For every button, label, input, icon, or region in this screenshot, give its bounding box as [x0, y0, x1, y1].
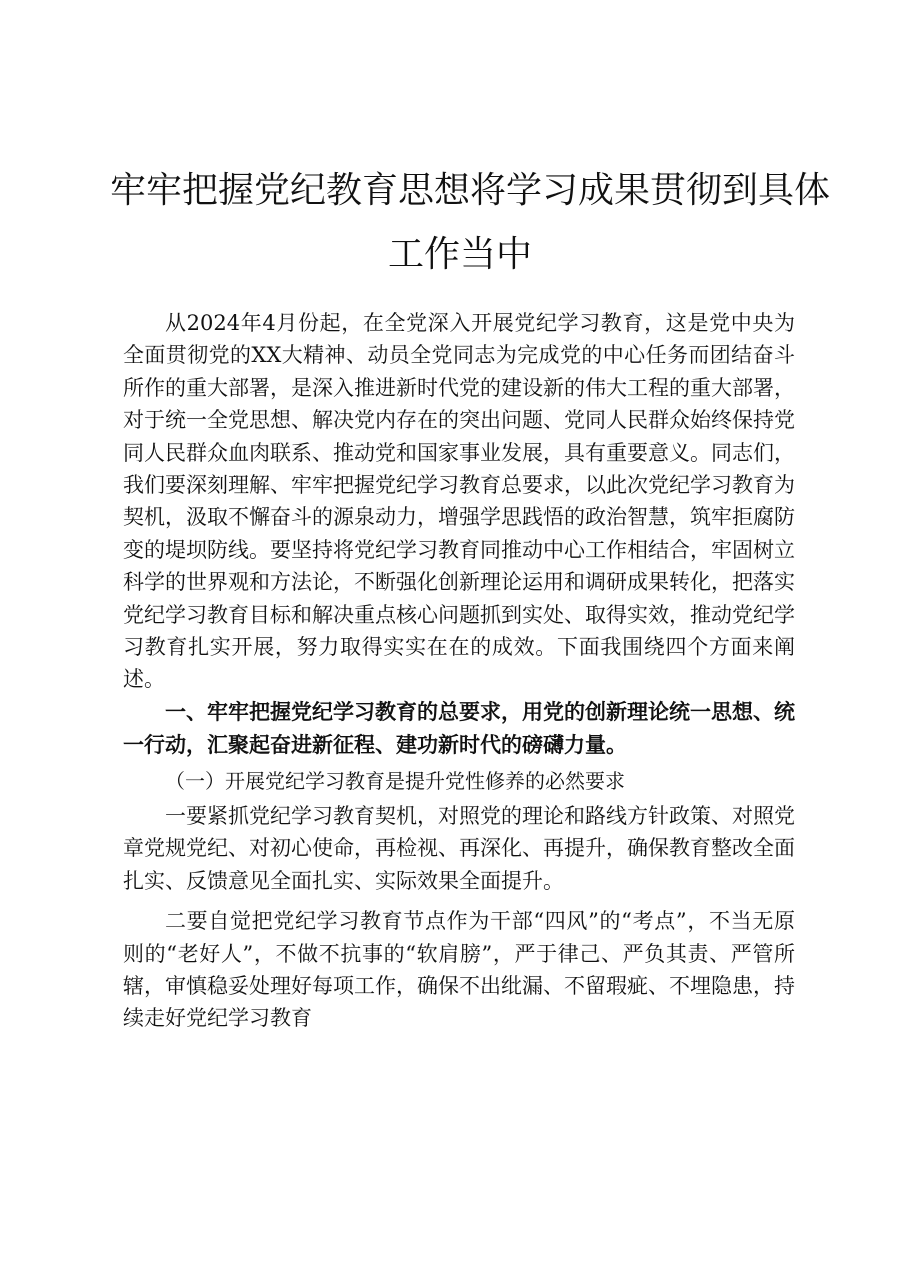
document-body — [123, 307, 795, 1035]
intro-paragraph: 从2024年4月份起，在全党深入开展党纪学习教育，这是党中央为全面贯彻党的XX大精神、动员全党同志为完成党的中心任务而团结奋斗所作的重大部署，是深入推进新时代党的建设新的伟大工程的重大部署，对于统一全党思想、解决党内存在的突出问题、党同人民群众始终保持党同人民群众血肉联系、推动党和国家事业发展，具有重要意义。同志们，我们要深刻理解、牢牢把握党纪学习教育总要求，以此次党纪学习教育为契机，汲取不懈奋斗的源泉动力，增强学思践悟的政治智慧，筑牢拒腐防变的堤坝防线。要坚持将党纪学习教育同推动中心工作相结合，牢固树立科学的世界观和方法论，不断强化创新理论运用和调研成果转化，把落实党纪学习教育目标和解决重点核心问题抓到实处、取得实效，推动党纪学习教育扎实开展，努力取得实实在在的成效。下面我围绕四个方面来阐述。 — [123, 311, 795, 692]
document-title-line-1: 牢牢把握党纪教育思想将学习成果贯彻到具体 — [110, 170, 831, 211]
subsection-heading-1: （一）开展党纪学习教育是提升党性修养的必然要求 — [165, 768, 625, 793]
body-paragraph-2: 一要紧抓党纪学习教育契机，对照党的理论和路线方针政策、对照党章党规党纪、对初心使命，再检视、再深化、再提升，确保教育整改全面扎实、反馈意见全面扎实、实际效果全面提升。 — [123, 803, 795, 893]
section-heading-1: 一、牢牢把握党纪学习教育的总要求，用党的创新理论统一思想、统一行动，汇聚起奋进新征程、建功新时代的磅礴力量。 — [123, 699, 795, 757]
body-paragraph-3: 二要自觉把党纪学习教育节点作为干部“四风”的“考点”，不当无原则的“老好人”，不做不抗事的“软肩膀”，严于律己、严负其责、严管所辖，审慎稳妥处理好每项工作，确保不出纰漏、不留瑕疵、不埋隐患，持续走好党纪学习教育 — [123, 909, 795, 1031]
document-title-line-2: 工作当中 — [387, 234, 532, 275]
